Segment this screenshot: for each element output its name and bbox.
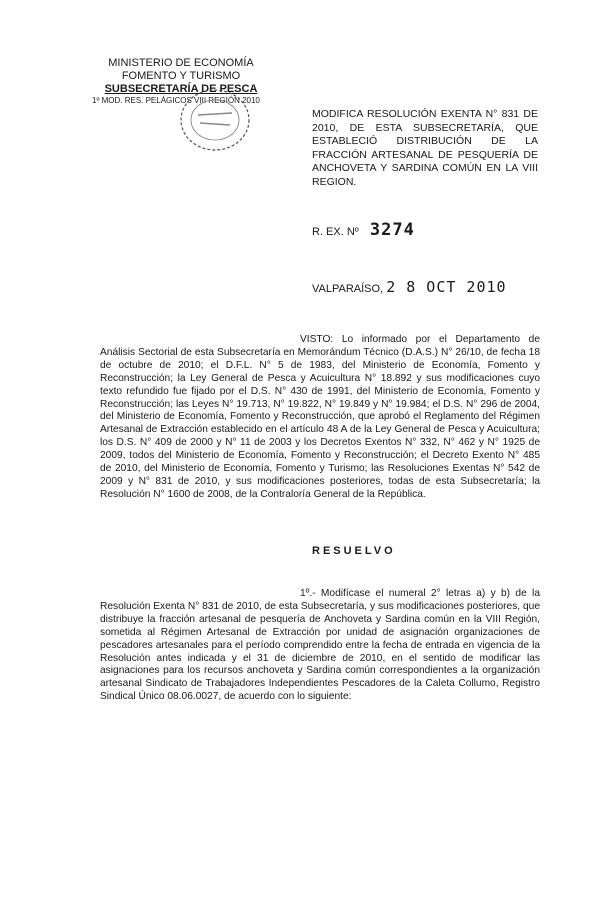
document-subject: MODIFICA RESOLUCIÓN EXENTA N° 831 DE 2010, DE ESTA SUBSECRETARÍA, QUE ESTABLECIÓ DISTRIBUCIÓN DE LA FRACCIÓN ARTESANAL DE PESQUERÍA DE ANCHOVETA Y SARDINA COMÚN EN LA VIII REGION. <box>312 108 538 188</box>
place-date-line <box>312 278 507 296</box>
letterhead-ministry: MINISTERIO DE ECONOMÍA <box>108 57 254 69</box>
letterhead-fomento: FOMENTO Y TURISMO <box>121 70 241 82</box>
place-text: VALPARAÍSO, <box>312 283 384 295</box>
visto-paragraph: VISTO: Lo informado por el Departamento de Análisis Sectorial de esta Subsecretaría en Memorándum Técnico (D.A.S.) N° 26/10, de fecha 18 de octubre de 2010; el D.F.L. N° 5 de 1983, del Ministerio de Economía, Fomento y Reconstrucción; la Ley General de Pesca y Acuicultura N° 18.892 y sus modificaciones cuyo texto refundido fue fijado por el D.S. N° 430 de 1991, del Ministerio de Economía, Fomento y Reconstrucción; las Leyes N° 19.713, N° 19.822, N° 19.849 y N° 19.984; el D.S. N° 296 de 2004, del Ministerio de Economía, Fomento y Reconstrucción, que aprobó el Reglamento del Régimen Artesanal de Extracción establecido en el artículo 48 A de la Ley General de Pesca y Acuicultura; los D.S. N° 409 de 2000 y N° 11 de 2003 y los Decretos Exentos N° 332, N° 462 y N° 1925 de 2009, todos del Ministerio de Economía, Fomento y Reconstrucción; el Decreto Exento N° 485 de 2010, del Ministerio de Economía, Fomento y Turismo; las Resoluciones Exentas N° 542 de 2009 y N° 831 de 2010, y sus modificaciones posteriores, todas de esta Subsecretaría; la Resolución N° 1600 de 2008, de la Contraloría General de la República. <box>100 334 540 500</box>
letterhead-reference: 1º MOD. RES. PELÁGICOS VIII REGIÓN 2010 <box>92 96 260 105</box>
article-1-paragraph: 1º.- Modifícase el numeral 2° letras a) y b) de la Resolución Exenta N° 831 de 2010, de esta Subsecretaría, y sus modificaciones posteriores, que distribuye la fracción artesanal de pesquería de Anchoveta y Sardina común en la VIII Región, sometida al Régimen Artesanal de Extracción por unidad de asignación organizaciones de pescadores artesanales para el período comprendido entre la fecha de entrada en vigencia de la Resolución antes indicada y el 31 de diciembre de 2010, en el sentido de modificar las asignaciones para los recursos anchoveta y Sardina común correspondientes a la organización artesanal Sindicato de Trabajadores Independientes Pescadores de la Caleta Collumo, Registro Sindical Único 08.06.0027, de acuerdo con lo siguiente: <box>100 588 540 703</box>
resolution-label: R. EX. Nº <box>312 226 359 238</box>
letterhead-subsecretaria: SUBSECRETARÍA DE PESCA <box>104 83 258 95</box>
resolution-number-line <box>312 220 415 240</box>
resuelvo-heading: RESUELVO <box>312 545 396 557</box>
official-seal <box>176 85 254 155</box>
date-stamp: 2 8 OCT 2010 <box>386 278 507 296</box>
resolution-number: 3274 <box>369 220 415 240</box>
